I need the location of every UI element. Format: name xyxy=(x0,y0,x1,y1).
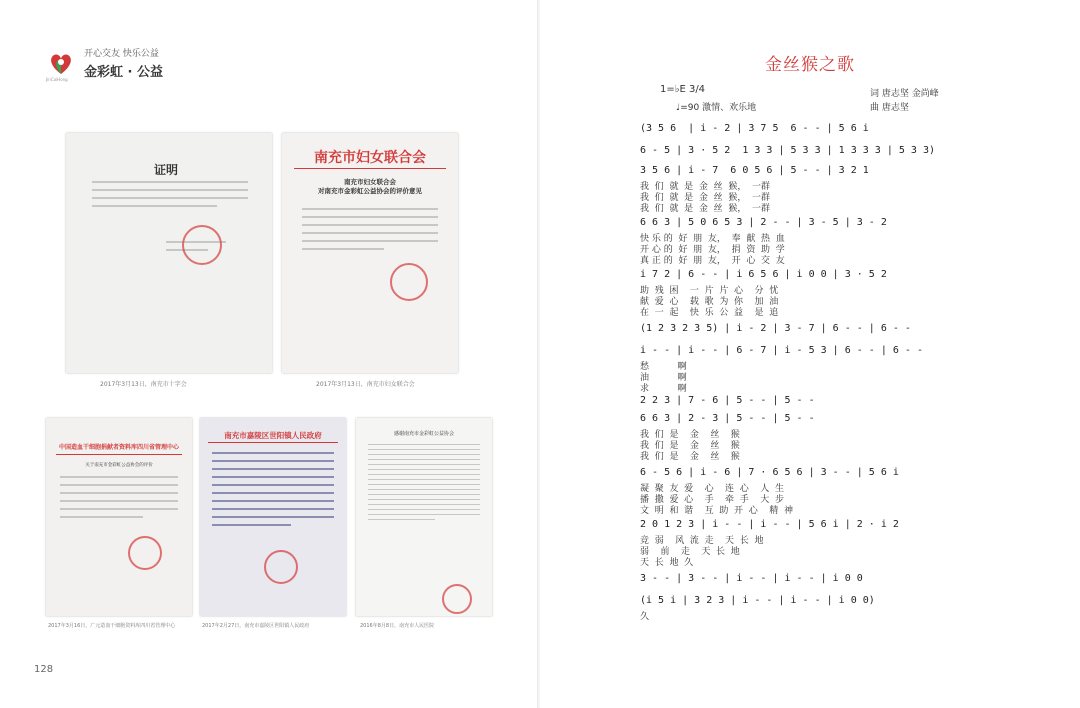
certificate-caption: 2017年3月13日，南充市十字会 xyxy=(100,381,187,388)
score-notes-row: 6 - 5 | 3 · 5 2 1 3 3 | 5 3 3 | 1 3 3 3 | 5 3 3) xyxy=(640,145,936,156)
score-notes-row: 3 - - | 3 - - | i - - | i - - | i 0 0 xyxy=(640,573,863,584)
stem-cell-center-subtitle: 关于南充市金彩虹公益协会的评价 xyxy=(85,463,153,468)
score-lyric-line: 天 长 地 久 xyxy=(640,558,694,568)
right-page xyxy=(540,0,1080,708)
hospital-letter-caption: 2016年8月8日，南充市人民医院 xyxy=(360,623,435,629)
score-lyric-line: 我 们 是 金 丝 猴 xyxy=(640,430,740,440)
stem-cell-center-body-text xyxy=(60,476,178,524)
womens-federation-caption: 2017年3月13日，南充市妇女联合会 xyxy=(316,381,415,388)
score-notes-row: (1 2 3 2 3 5) | i - 2 | 3 - 7 | 6 - - | 6 - - xyxy=(640,323,911,334)
key-signature: 1=♭E 3/4 xyxy=(660,84,706,95)
lyricist-credit: 词 唐志坚 金尚峰 xyxy=(870,89,939,99)
certificate-body-text xyxy=(92,181,248,213)
score-lyric-line: 快 乐 的 好 朋 友， 奉 献 热 血 xyxy=(640,234,785,244)
score-lyric-line: 真 正 的 好 朋 友， 开 心 交 友 xyxy=(640,256,785,266)
score-lyric-line: 我 们 就 是 金 丝 猴， 一群 xyxy=(640,193,771,203)
score-notes-row: (i 5 i | 3 2 3 | i - - | i - - | i 0 0) xyxy=(640,595,875,606)
score-notes-row: i 7 2 | 6 - - | i 6 5 6 | i 0 0 | 3 · 5 2 xyxy=(640,269,887,280)
score-notes-row: 6 6 3 | 2 - 3 | 5 - - | 5 - - xyxy=(640,413,815,424)
score-lyric-line: 助 残 困 一 片 片 心 分 忧 xyxy=(640,286,779,296)
logo-subtext: JinCaiHong xyxy=(46,77,68,82)
score-lyric-line: 在 一 起 快 乐 公 益 是 追 xyxy=(640,308,779,318)
score-lyric-line: 我 们 就 是 金 丝 猴， 一群 xyxy=(640,182,771,192)
composer-credit: 曲 唐志坚 xyxy=(870,103,909,113)
stem-cell-center-banner: 中国造血干细胞捐献者资料库四川省管理中心 xyxy=(58,444,179,451)
brand-tagline: 开心交友 快乐公益 xyxy=(84,49,159,59)
hospital-letter-title: 感谢南充市金彩虹公益协会 xyxy=(393,431,454,437)
score-lyric-line: 我 们 是 金 丝 猴 xyxy=(640,452,740,462)
score-lyric-line: 愁 啊 xyxy=(640,362,687,372)
score-lyric-line: 凝 聚 友 爱 心 连 心 人 生 xyxy=(640,484,784,494)
hospital-letter-body-text xyxy=(368,444,480,524)
score-lyric-line: 文 明 和 谐 互 助 开 心 精 神 xyxy=(640,506,793,516)
score-notes-row: i - - | i - - | 6 - 7 | i - 5 3 | 6 - - | 6 - - xyxy=(640,345,923,356)
score-notes-row: 3 5 6 | i - 7 6 0 5 6 | 5 - - | 3 2 1 xyxy=(640,165,869,176)
score-lyric-line: 求 啊 xyxy=(640,384,687,394)
hospital-letter-seal xyxy=(442,584,472,614)
score-notes-row: 2 0 1 2 3 | i - - | i - - | 5 6 i | 2 · i 2 xyxy=(640,519,899,530)
score-lyric-line: 竞 弱 风 流 走 天 长 地 xyxy=(640,536,764,546)
hospital-letter-doc xyxy=(356,418,492,616)
brand-name: 金彩虹 · 公益 xyxy=(84,65,163,80)
song-title: 金丝猴之歌 xyxy=(765,55,855,75)
town-government-banner: 南充市嘉陵区世阳镇人民政府 xyxy=(224,431,322,440)
score-notes-row: 6 - 5 6 | i - 6 | 7 · 6 5 6 | 3 - - | 5 6 i xyxy=(640,467,899,478)
certificate-seal xyxy=(182,225,222,265)
womens-federation-body-text xyxy=(302,208,438,256)
score-lyric-line: 献 爱 心 载 歌 为 你 加 油 xyxy=(640,297,779,307)
town-government-doc xyxy=(200,418,346,616)
score-lyric-line: 开 心 的 好 朋 友， 捐 资 助 学 xyxy=(640,245,785,255)
page-number: 128 xyxy=(34,664,54,675)
town-government-seal xyxy=(264,550,298,584)
brand-header xyxy=(46,46,163,80)
score-lyric-line: 油 啊 xyxy=(640,373,687,383)
certificate-doc xyxy=(66,133,272,373)
heart-logo-icon xyxy=(46,48,76,78)
womens-federation-banner: 南充市妇女联合会 xyxy=(314,150,426,166)
stem-cell-center-doc xyxy=(46,418,192,616)
score-lyric-line: 播 撒 爱 心 手 牵 手 大 步 xyxy=(640,495,784,505)
score-lyric-line: 我 们 是 金 丝 猴 xyxy=(640,441,740,451)
score-notes-row: 2 2 3 | 7 - 6 | 5 - - | 5 - - xyxy=(640,395,815,406)
stem-cell-center-seal xyxy=(128,536,162,570)
womens-federation-subtitle: 南充市妇女联合会 对南充市金彩虹公益协会的评价意见 xyxy=(318,178,422,195)
womens-federation-seal xyxy=(390,263,428,301)
tempo-marking: ♩=90 激情、欢乐地 xyxy=(676,103,757,113)
score-lyric-line: 弱 前 走 天 长 地 xyxy=(640,547,740,557)
town-government-handwritten-text xyxy=(212,452,334,532)
score-notes-row: 6 6 3 | 5 0 6 5 3 | 2 - - | 3 - 5 | 3 - 2 xyxy=(640,217,887,228)
score-lyric-line: 久 xyxy=(640,612,650,622)
score-lyric-line: 我 们 就 是 金 丝 猴， 一群 xyxy=(640,204,771,214)
score-notes-row: (3 5 6 | i - 2 | 3 7 5 6 - - | 5 6 i xyxy=(640,123,869,134)
certificate-title: 证明 xyxy=(154,163,179,177)
town-government-caption: 2017年2月27日，南充市嘉陵区世阳镇人民政府 xyxy=(202,623,310,629)
stem-cell-center-caption: 2017年3月16日，广元造血干细胞资料库四川省管理中心 xyxy=(48,623,176,629)
womens-federation-doc xyxy=(282,133,458,373)
